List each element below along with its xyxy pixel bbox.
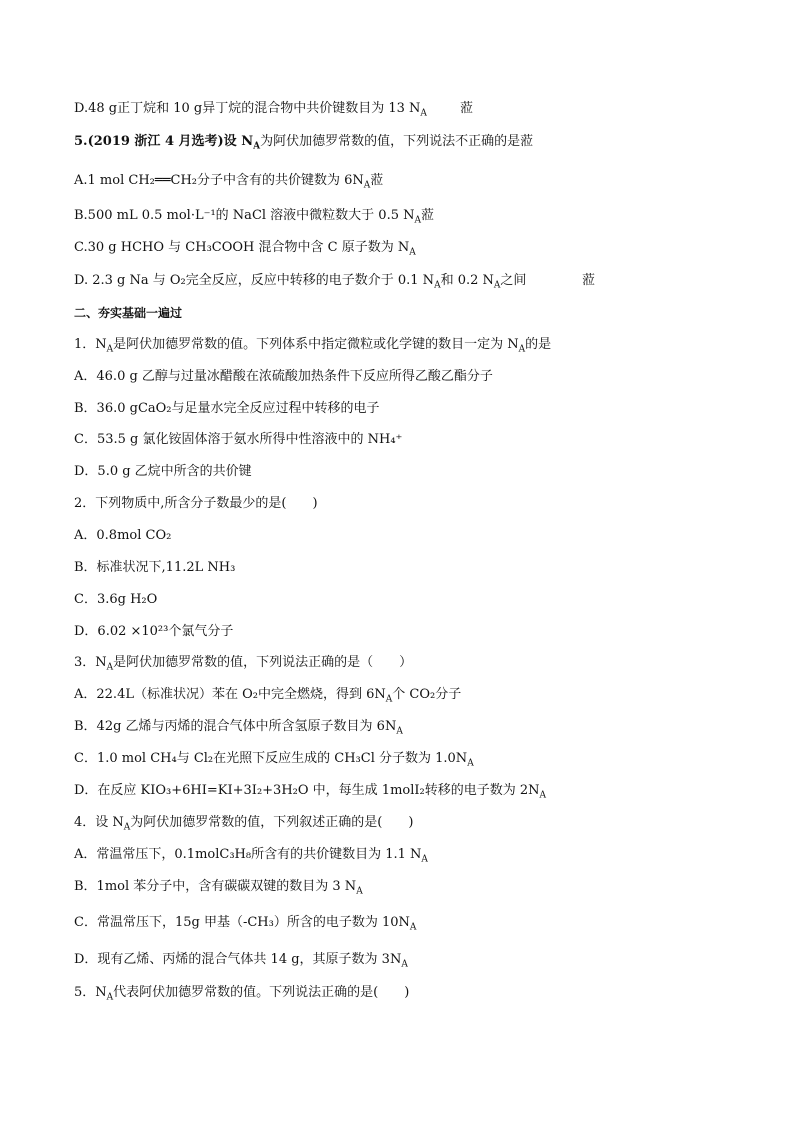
question-line: 4．设 $N_A$为阿伏加德罗常数的值，下列叙述正确的是( ) [74,815,414,833]
option-line: B．1mol 苯分子中，含有碳碳双键的数目为 3 $N_A$ [74,879,363,897]
option-line: A．46.0 g 乙醇与过量冰醋酸在浓硫酸加热条件下反应所得乙酸乙酯分子 [74,369,493,384]
option-line: C．常温常压下，15g 甲基（-CH₃）所含的电子数为 $10N_A$ [74,915,417,933]
trailing-char: 蒞 [460,101,474,116]
option-line: A．0.8mol CO₂ [74,528,172,543]
option-line: A．22.4L（标准状况）苯在 O₂中完全燃烧，得到 $6N_A$个 CO₂分子 [74,687,462,705]
option-line: C．1.0 mol CH₄与 Cl₂在光照下反应生成的 CH₃Cl 分子数为 $1.0N_A$ [74,751,474,769]
option-line: B．标准状况下,11.2L NH₃ [74,560,236,575]
option-line: D．在反应 KIO₃+6HI=KI+3I₂+3H₂O 中，每生成 1molI₂转移的电子数为 $2N_A$ [74,783,546,801]
option-line: C．53.5 g 氯化铵固体溶于氨水所得中性溶液中的 NH₄⁺ [74,432,403,447]
option-line: B．42g 乙烯与丙烯的混合气体中所含氢原子数目为 $6N_A$ [74,719,403,737]
text-line: D.48 g正丁烷和 10 g异丁烷的混合物中共价键数目为 13 $N_A$ [74,101,427,119]
option-line: B.500 mL 0.5 mol·L⁻¹的 NaCl 溶液中微粒数大于 0.5 $N_A$蒞 [74,208,435,226]
section-heading: 二、夯实基础一遍过 [74,306,183,320]
option-line: C.30 g HCHO 与 CH₃COOH 混合物中含 C 原子数为 $N_A$ [74,240,416,258]
question-heading: 5.(2019 浙江 4 月选考)设 $N_A$为阿伏加德罗常数的值，下列说法不正确的是蒞 [74,134,534,152]
option-line: C．3.6g H₂O [74,592,158,607]
question-line: 5．$N_A$代表阿伏加德罗常数的值。下列说法正确的是( ) [74,985,410,1003]
question-line: 1．$N_A$是阿伏加德罗常数的值。下列体系中指定微粒或化学键的数目一定为 $N_A$的是 [74,337,552,355]
option-line: D. 2.3 g Na 与 O₂完全反应，反应中转移的电子数介于 0.1 $N_A$和 0.2 $N_A$之间 [74,273,527,291]
option-line: A．常温常压下，0.1molC₃H₈所含有的共价键数目为 1.1 $N_A$ [74,847,428,865]
option-line: D．现有乙烯、丙烯的混合气体共 14 g，其原子数为 $3N_A$ [74,952,408,970]
option-line: A.1 mol CH₂══CH₂分子中含有的共价键数为 $6N_A$蒞 [74,173,384,191]
option-line: D．5.0 g 乙烷中所含的共价键 [74,464,252,479]
question-line: 3．$N_A$是阿伏加德罗常数的值，下列说法正确的是（ ） [74,655,413,673]
trailing-char: 蒞 [582,273,596,288]
question-line: 2．下列物质中,所含分子数最少的是( ) [74,496,318,511]
option-line: D．6.02 ×10²³个氯气分子 [74,624,234,639]
option-line: B．36.0 gCaO₂与足量水完全反应过程中转移的电子 [74,401,380,416]
